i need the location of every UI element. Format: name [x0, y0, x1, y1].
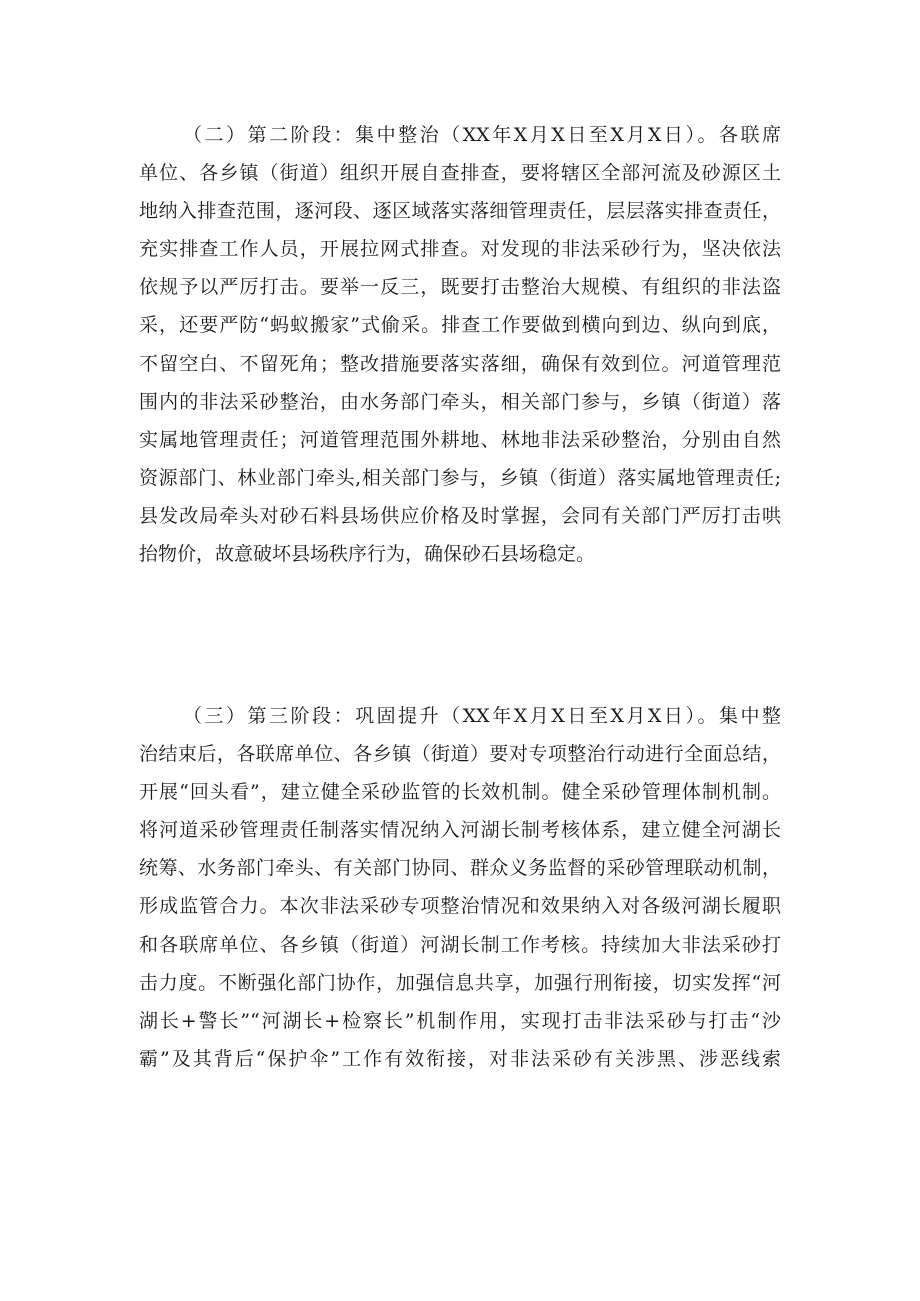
text-line: 将河道采砂管理责任制落实情况纳入河湖长制考核体系，建立健全河湖长	[139, 819, 781, 842]
text-line: 击力度。不断强化部门协作，加强信息共享，加强行刑衔接，切实发挥“河	[139, 971, 781, 994]
text-line: 霸”及其背后“保护伞”工作有效衔接，对非法采砂有关涉黑、涉恶线索	[139, 1047, 781, 1070]
text-line: 统筹、水务部门牵头、有关部门协同、群众义务监督的采砂管理联动机制，	[139, 857, 781, 880]
text-line: 单位、各乡镇（街道）组织开展自查排查，要将辖区全部河流及砂源区土	[139, 162, 781, 185]
text-line: 治结束后，各联席单位、各乡镇（街道）要对专项整治行动进行全面总结，	[139, 743, 781, 766]
text-line: 和各联席单位、各乡镇（街道）河湖长制工作考核。持续加大非法采砂打	[139, 933, 781, 956]
paragraph-stage-two	[139, 116, 781, 573]
text-line: （三）第三阶段：巩固提升（XX年X月X日至X月X日）。集中整	[183, 705, 781, 727]
text-line: 采，还要严防“蚂蚁搬家”式偷采。排查工作要做到横向到边、纵向到底，	[139, 314, 781, 337]
text-line: 不留空白、不留死角；整改措施要落实落细，确保有效到位。河道管理范	[139, 352, 781, 375]
text-line: 依规予以严厉打击。要举一反三，既要打击整治大规模、有组织的非法盗	[139, 276, 781, 299]
text-line: 抬物价，故意破坏县场秩序行为，确保砂石县场稳定。	[139, 543, 596, 566]
text-line: 形成监管合力。本次非法采砂专项整治情况和效果纳入对各级河湖长履职	[139, 895, 781, 918]
text-line: 县发改局牵头对砂石料县场供应价格及时掌握，会同有关部门严厉打击哄	[139, 504, 781, 527]
text-line: （二）第二阶段：集中整治（XX年X月X日至X月X日）。各联席	[183, 124, 781, 146]
paragraph-stage-three	[139, 697, 781, 1078]
text-line: 地纳入排查范围，逐河段、逐区域落实落细管理责任，层层落实排查责任，	[139, 200, 781, 223]
text-line: 围内的非法采砂整治，由水务部门牵头，相关部门参与，乡镇（街道）落	[139, 390, 781, 413]
text-line: 实属地管理责任；河道管理范围外耕地、林地非法采砂整治，分别由自然	[139, 428, 781, 451]
text-line: 充实排查工作人员，开展拉网式排查。对发现的非法采砂行为，坚决依法	[139, 238, 781, 261]
text-line: 开展“回头看”，建立健全采砂监管的长效机制。健全采砂管理体制机制。	[139, 781, 781, 804]
text-line: 资源部门、林业部门牵头,相关部门参与，乡镇（街道）落实属地管理责任;	[139, 466, 781, 489]
text-line: 湖长+警长”“河湖长+检察长”机制作用，实现打击非法采砂与打击“沙	[139, 1009, 781, 1032]
